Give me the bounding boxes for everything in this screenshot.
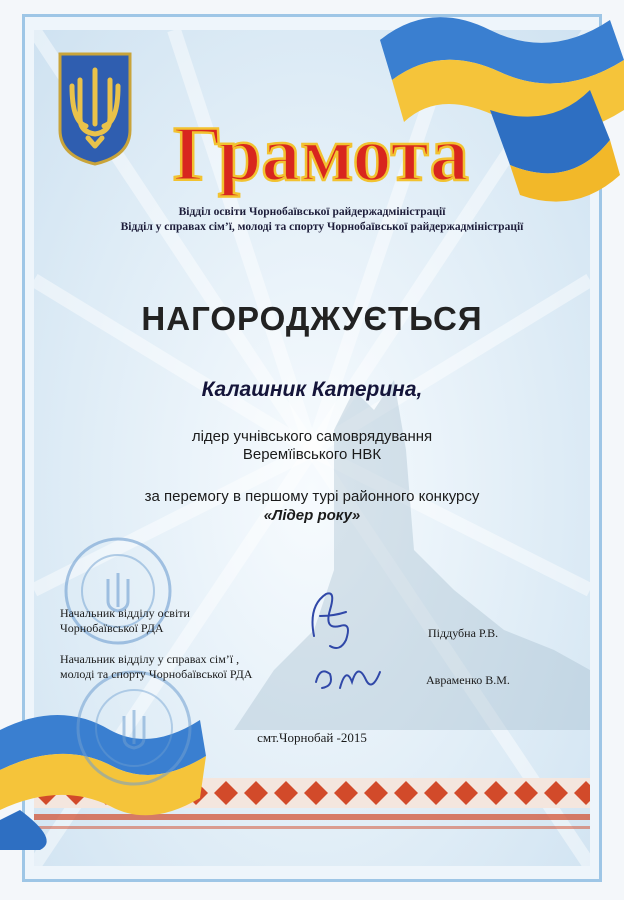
award-heading: НАГОРОДЖУЄТЬСЯ — [141, 300, 483, 337]
place-and-date: смт.Чорнобай -2015 — [257, 730, 367, 745]
signatory-2-position-line-1: Начальник відділу у справах сім’ї , — [60, 652, 240, 666]
signatory-1-name: Піддубна Р.В. — [428, 626, 499, 640]
round-seal-stamp-2 — [74, 668, 194, 788]
signatory-1-position-line-1: Начальник відділу освіти — [60, 606, 190, 620]
reason-line-1: за перемогу в першому турі районного конкурсу — [144, 488, 480, 505]
department-line-1: Відділ освіти Чорнобаївської райдержадміністрації — [178, 206, 446, 218]
signatory-2-position-line-2: молоді та спорту Чорнобаївської РДА — [60, 667, 253, 681]
title-text: Грамота — [173, 110, 469, 197]
recipient-name: Калашник Катерина, — [201, 378, 423, 401]
signatory-1-position — [60, 606, 190, 636]
signature-1-handwriting — [300, 586, 360, 656]
signatory-2-name: Авраменко В.М. — [426, 673, 510, 687]
role-line-1: лідер учнівського самоврядування — [191, 428, 433, 445]
page-title — [146, 108, 496, 198]
trident-coat-of-arms-icon — [58, 52, 132, 166]
department-line-2: Відділ у справах сім’ї, молоді та спорту Чорнобаївської райдержадміністрації — [120, 221, 524, 233]
reason-line-2: «Лідер року» — [263, 507, 361, 524]
signatory-2-position — [60, 652, 252, 682]
signatory-1-position-line-2: Чорнобаївської РДА — [60, 621, 164, 635]
role-line-2: Веремїівського НВК — [242, 446, 382, 463]
signature-2-handwriting — [310, 652, 390, 702]
